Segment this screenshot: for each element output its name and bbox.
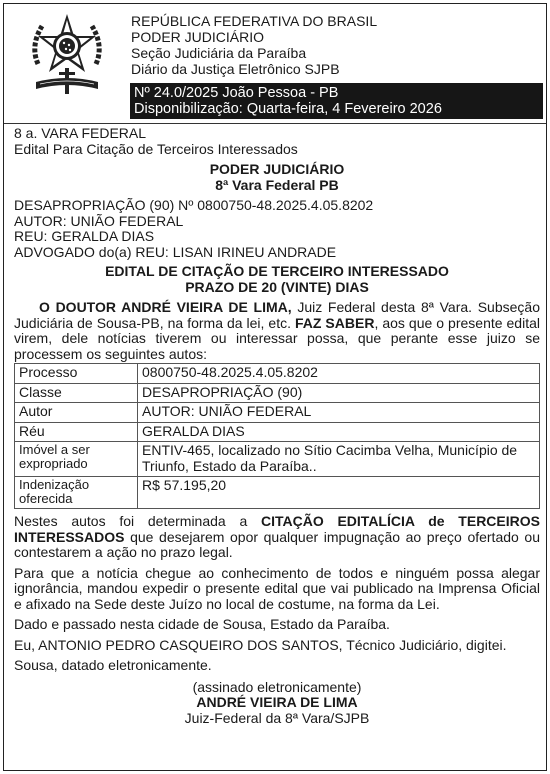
paragraph-citation xyxy=(14,514,540,561)
availability-date: Disponibilização: Quarta-feira, 4 Fevereiro 2026 xyxy=(134,101,442,117)
header-line-judiciary: PODER JUDICIÁRIO xyxy=(131,29,265,45)
process-line: DESAPROPRIAÇÃO (90) Nº 0800750-48.2025.4.05.8202 xyxy=(14,197,374,213)
edital-title: EDITAL DE CITAÇÃO DE TERCEIRO INTERESSADO xyxy=(105,263,449,279)
gazette-header xyxy=(4,4,546,122)
table-row xyxy=(15,477,540,509)
table-value: GERALDA DIAS xyxy=(138,422,540,442)
court-unit: 8 a. VARA FEDERAL xyxy=(14,125,147,141)
judge-text: Juiz Federal desta 8ª Vara. Subseção Judiciária de Sousa-PB, na forma da lei, etc. xyxy=(14,299,540,331)
table-key: Indenização oferecida xyxy=(15,477,138,509)
edital-body xyxy=(14,126,540,726)
table-value: 0800750-48.2025.4.05.8202 xyxy=(138,364,540,384)
lawyer-line: ADVOGADO do(a) REU: LISAN IRINEU ANDRADE xyxy=(14,243,337,260)
signature-name: ANDRÉ VIEIRA DE LIMA xyxy=(196,694,358,710)
paragraph-clerk: Eu, ANTONIO PEDRO CASQUEIRO DOS SANTOS, Técnico Judiciário, digitei. xyxy=(14,636,507,653)
court-subtitle: 8ª Vara Federal PB xyxy=(215,176,339,193)
defendant-line: REU: GERALDA DIAS xyxy=(14,228,155,244)
table-value: AUTOR: UNIÃO FEDERAL xyxy=(138,403,540,423)
table-value: ENTIV-465, localizado no Sítio Cacimba Velha, Município de Triunfo, Estado da Paraíba.. xyxy=(138,442,540,477)
table-value: DESAPROPRIAÇÃO (90) xyxy=(138,383,540,403)
paragraph-judge xyxy=(14,300,540,362)
table-key: Processo xyxy=(15,364,138,384)
coat-of-arms-icon xyxy=(28,12,106,96)
table-row xyxy=(15,403,540,423)
paragraph-place: Dado e passado nesta cidade de Sousa, Estado da Paraíba. xyxy=(14,616,390,632)
edition-bar xyxy=(130,83,543,119)
judge-text-2: , aos que o presente edital virem, dele notícias tiverem ou interessar possa, que perante esse juizo se processem os seguintes autos: xyxy=(14,314,540,362)
table-row xyxy=(15,442,540,477)
table-key: Imóvel a ser expropriado xyxy=(15,442,138,477)
author-line: AUTOR: UNIÃO FEDERAL xyxy=(14,212,184,229)
table-value: R$ 57.195,20 xyxy=(138,477,540,509)
table-key: Classe xyxy=(15,383,138,403)
faz-saber: FAZ SABER xyxy=(295,314,375,331)
header-divider xyxy=(4,123,546,124)
edital-type: Edital Para Citação de Terceiros Interessados xyxy=(14,140,298,157)
table-key: Réu xyxy=(15,422,138,442)
table-row xyxy=(15,364,540,384)
citation-text: Nestes autos foi determinada a xyxy=(14,513,261,529)
table-row xyxy=(15,422,540,442)
header-line-section: Seção Judiciária da Paraíba xyxy=(131,45,307,61)
paragraph-date: Sousa, datado eletronicamente. xyxy=(14,657,212,673)
signature-role: Juiz-Federal da 8ª Vara/SJPB xyxy=(184,709,370,726)
table-row xyxy=(15,383,540,403)
paragraph-publication: Para que a notícia chegue ao conhecimento de todos e ninguém possa alegar ignorância, mandou expedir o presente edital que vai publicado na Imprensa Oficial e afixado na Sede deste Juízo no local de costume, na forma da Lei. xyxy=(14,564,540,612)
court-title: PODER JUDICIÁRIO xyxy=(209,161,345,177)
edition-number: Nº 24.0/2025 João Pessoa - PB xyxy=(134,85,339,101)
header-line-gazette: Diário da Justiça Eletrônico SJPB xyxy=(131,61,340,77)
edital-deadline: PRAZO DE 20 (VINTE) DIAS xyxy=(185,278,369,295)
process-details-table xyxy=(14,363,540,509)
header-line-republic: REPÚBLICA FEDERATIVA DO BRASIL xyxy=(131,13,378,29)
citation-bold: CITAÇÃO EDITALÍCIA de TERCEIROS INTERESSADOS xyxy=(14,513,540,545)
gazette-page xyxy=(3,3,547,771)
signature-note: (assinado eletronicamente) xyxy=(192,678,362,695)
table-key: Autor xyxy=(15,403,138,423)
citation-text-2: que desejarem opor qualquer impugnação ao preço ofertado ou contestarem a ação no prazo legal. xyxy=(14,528,540,560)
judge-name: O DOUTOR ANDRÉ VIEIRA DE LIMA, xyxy=(39,299,292,315)
